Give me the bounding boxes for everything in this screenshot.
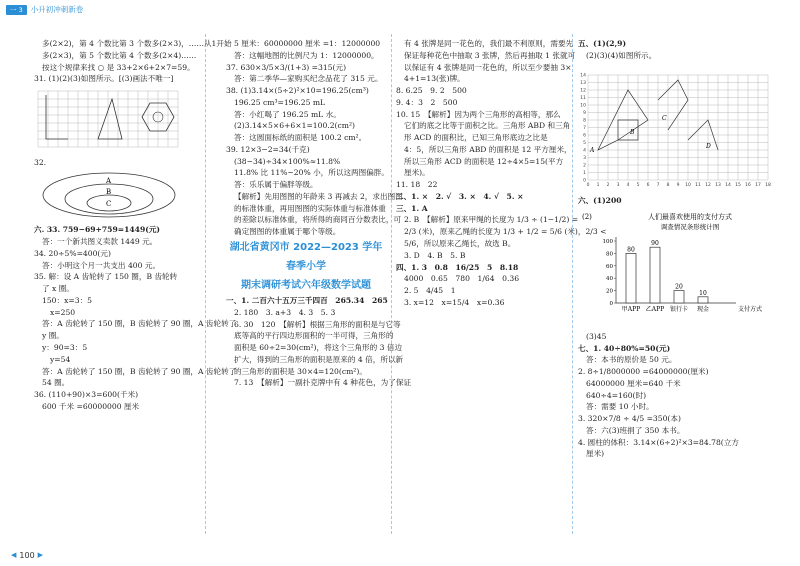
answer-line: 8. 6.25 9. 2 500 xyxy=(396,86,467,96)
chart-title: 人们最喜欢使用的支付方式 xyxy=(648,213,732,222)
answer-line: 它们的底之比等于面积之比。三角形 ABD 和三角 xyxy=(404,121,571,131)
bar xyxy=(698,297,708,303)
y-tick-label: 100 xyxy=(602,239,613,246)
answer-line: 答：六(3)班捐了 350 本书。 xyxy=(586,425,685,435)
bar xyxy=(626,253,636,303)
answer-line: 4：5，所以三角形 ABD 的面积是 12 平方厘米， xyxy=(404,144,572,154)
answer-line: 答：这幅地图的比例尺为 1：12000000。 xyxy=(234,50,379,60)
shape-polyline xyxy=(46,95,68,139)
tick-label: 9 xyxy=(676,182,680,188)
answer-line: 的差除以标准体重，将所得的商同百分数表比，可 xyxy=(234,215,402,225)
tick-label: 2 xyxy=(583,163,586,169)
answer-line: (2)(3)(4)如图所示。 xyxy=(586,50,657,60)
tick-label: 4 xyxy=(626,182,630,188)
answer-line: 9. 4：3 2 500 xyxy=(396,97,458,107)
answer-line: (38−34)÷34×100%≈11.8% xyxy=(234,156,341,166)
point-label-c: C xyxy=(662,114,667,122)
answer-line: 39. 12×3−2=34(千克) xyxy=(226,144,310,154)
answer-line: 34. 20÷5%=400(元) xyxy=(34,248,111,258)
y-tick-label: 60 xyxy=(606,263,613,270)
answer-line: 4+1=13(张)牌。 xyxy=(404,74,465,84)
tick-label: 5 xyxy=(583,140,586,146)
answer-line: 了 x 圈。 xyxy=(42,284,74,294)
tick-label: 8 xyxy=(583,118,586,124)
answer-line: 5/6，所以原来乙绳长，故选 B。 xyxy=(404,239,516,249)
tick-label: 12 xyxy=(580,88,586,94)
tick-label: 13 xyxy=(715,182,721,188)
column-divider xyxy=(391,34,392,534)
exam-title-line-2: 期末调研考试六年级数学试题 xyxy=(241,280,371,292)
answer-line: 答：一个新共图义卖款 1449 元。 xyxy=(42,237,158,247)
tick-label: 6 xyxy=(646,182,650,188)
column-1 xyxy=(34,38,237,413)
answer-line: 答：本书的原价是 50 元。 xyxy=(586,355,677,365)
tick-label: 7 xyxy=(656,182,660,188)
answer-line: 2/3 (米)，原来乙绳的长度为 1/3 + 1/2 = 5/6 (米)，2/3 < xyxy=(404,227,607,237)
point-label-b: B xyxy=(630,128,635,136)
tick-label: 16 xyxy=(745,182,751,188)
bar-value-label: 20 xyxy=(675,283,683,291)
answer-line: 形 ACD 的面积比，已知三角形底边之比是 xyxy=(404,133,548,143)
answer-block xyxy=(226,295,412,389)
grid-lines xyxy=(588,75,768,180)
answer-line: 底等高的平行四边形面积的一半可得，三角形的 xyxy=(234,331,394,341)
y-tick-label: 80 xyxy=(606,251,613,258)
answer-line: y：90=3：5 xyxy=(42,343,88,353)
question-32-label: 32. xyxy=(34,157,47,167)
answer-line: 所以三角形 ACD 的面积是 12÷4×5=15(平方 xyxy=(404,156,564,166)
answer-line: 10. 15 【解析】因为两个三角形的高相等，那么 xyxy=(396,109,561,119)
venn-label-b: B xyxy=(106,187,112,196)
answer-line: 3. x=12 x=15/4 x=0.36 xyxy=(404,297,505,307)
answer-block xyxy=(34,224,237,412)
tick-label: 8 xyxy=(666,182,670,188)
chart-subtitle: 调查情况条形统计图 xyxy=(660,223,720,232)
answer-line: 厘米) xyxy=(586,449,605,459)
venn-diagram xyxy=(34,171,184,219)
answer-line: y 圈。 xyxy=(42,331,64,341)
tick-label: 4 xyxy=(583,148,586,154)
answer-line: 3. 320×7/8 ÷ 4/5 =350(本) xyxy=(578,414,681,424)
category-label: 现金 xyxy=(696,306,710,314)
bar-value-label: 10 xyxy=(699,289,707,297)
answer-line: 150：x=3：5 xyxy=(42,295,92,305)
answer-line: 答：A 齿轮转了 150 圈，B 齿轮转了 90 圈，A 齿轮转了 xyxy=(42,366,237,376)
answer-line: 二、1. × 2. √ 3. × 4. √ 5. × xyxy=(396,191,524,201)
answer-line: 答：A 齿轮转了 150 圈，B 齿轮转了 90 圈，A 齿轮转了 xyxy=(42,319,237,329)
answer-line: 厘米)。 xyxy=(404,168,430,178)
answer-line: (3)45 xyxy=(586,331,607,341)
answer-line: 五、(1)(2,9) xyxy=(578,39,627,48)
answer-line: 54 圈。 xyxy=(42,378,70,388)
answer-line: 4. 圆柱的体积：3.14×(6÷2)²×3=84.78(立方 xyxy=(578,437,739,447)
tick-label: 17 xyxy=(755,182,761,188)
series-title: 小升初冲刺新卷 xyxy=(30,5,84,15)
exam-title-line-1: 湖北省黄冈市 2022—2023 学年春季小学 xyxy=(229,242,383,273)
category-label: 银行卡 xyxy=(669,306,689,314)
answer-line: 5 厘米：60000000 厘米 =1：12000000 xyxy=(234,39,381,48)
tick-label: 1 xyxy=(583,170,586,176)
tick-label: 13 xyxy=(580,80,586,86)
answer-line: 面积是 60÷2=30(cm²)，将这个三角形的 3 倍边 xyxy=(234,343,403,353)
answer-line: 11. 18 22 xyxy=(396,180,438,190)
answer-line: 38. (1)3.14×(5÷2)²×10=196.25(cm³) xyxy=(226,86,369,96)
answer-line: 35. 解：设 A 齿轮转了 150 圈，B 齿轮转 xyxy=(34,272,178,282)
page-number: 100 xyxy=(19,550,35,560)
answer-line: 640÷4=160(时) xyxy=(586,390,647,400)
answer-line: 7. 13 【解析】一副扑克牌中有 4 种花色，为了保证 xyxy=(234,378,412,388)
coordinate-grid xyxy=(578,64,778,190)
tick-label: 7 xyxy=(583,125,586,131)
answer-block xyxy=(578,331,783,460)
answer-line: 31. (1)(2)(3)如图所示。[(3)画法不唯一] xyxy=(34,74,174,84)
answer-line: 2. 180 3. a+3 4. 3 5. 3 xyxy=(234,307,336,317)
shape-triangle xyxy=(98,99,122,139)
venn-label-c: C xyxy=(106,199,112,208)
y-tick-label: 0 xyxy=(609,301,613,308)
bar-value-label: 80 xyxy=(627,246,635,254)
answer-line: 多(2×3)，第 5 个数比第 4 个数多(2×4)…… xyxy=(42,50,197,60)
answer-line: 六. 33. 759−69+759=1449(元) xyxy=(34,225,161,235)
answer-line: 【解析】先用图图的年龄来 3 再减去 2，求出图图 xyxy=(234,191,403,201)
answer-line: 多(2×2)，第 4 个数比第 3 个数多(2×3)，……从1开始 xyxy=(42,39,232,48)
answer-line: 以保证有 4 张牌是同一花色的，所以至少要抽 3× xyxy=(404,62,572,72)
tick-label: 10 xyxy=(580,103,586,109)
chart-marks xyxy=(603,237,763,313)
answer-line: 11.8% 比 11%~20% 小，所以这两图偏胖。 xyxy=(234,168,390,178)
answer-line: 六、(1)200 xyxy=(578,196,622,206)
answer-line: 196.25 cm³=196.25 mL xyxy=(234,97,326,107)
y-tick-label: 20 xyxy=(606,288,613,295)
y-tick-label: 40 xyxy=(606,276,613,283)
answer-line: 有 4 张牌是同一花色的，我们最不利原则，需要先 xyxy=(404,39,574,48)
tick-label: 14 xyxy=(725,182,731,188)
column-divider xyxy=(205,34,206,534)
tick-label: 1 xyxy=(596,182,600,188)
answer-line: 64000000 厘米=640 千米 xyxy=(586,378,681,388)
answer-line: 2. B 【解析】原来甲绳的长度为 1/3 ÷ (1−1/2) = xyxy=(404,215,579,225)
answer-line: 确定图图的体重属于哪个等级。 xyxy=(234,227,341,237)
answer-line: 答：第二季华—家购买纪念品花了 315 元。 xyxy=(234,74,383,84)
tick-label: 2 xyxy=(606,182,610,188)
chapter-tag: 一 3 xyxy=(6,5,27,15)
tick-label: 14 xyxy=(580,73,586,79)
running-header xyxy=(6,4,83,16)
tick-label: 15 xyxy=(735,182,741,188)
answer-line: 答：小明这个月一共支出 400 元。 xyxy=(42,260,161,270)
bar-chart xyxy=(578,209,778,325)
point-label-a: A xyxy=(590,146,595,154)
tick-label: 5 xyxy=(636,182,640,188)
bar xyxy=(674,291,684,303)
tick-label: 3 xyxy=(616,182,620,188)
x-axis-label: 支付方式 xyxy=(738,306,763,314)
answer-line: (2)3.14×5×6+6×1=100.2(cm²) xyxy=(234,121,355,131)
tick-label: 12 xyxy=(705,182,711,188)
answer-line: 七、1. 40÷80%=50(元) xyxy=(578,343,671,353)
page-footer xyxy=(8,550,46,562)
answer-line: 2. 8÷1/8000000 =64000000(厘米) xyxy=(578,367,709,377)
answer-line: 答：乐乐属于偏胖等级。 xyxy=(234,180,318,190)
answer-line: 的三角形的面积是 30×4=120(cm²)。 xyxy=(234,366,367,376)
column-4 xyxy=(578,38,783,460)
tick-label: 9 xyxy=(583,110,586,116)
answer-line: 37. 630×3/5×3/(1+3) =315(元) xyxy=(226,62,347,72)
category-label: 乙APP xyxy=(645,306,665,314)
answer-line: 36. (110+90)×3=600(千米) xyxy=(34,390,139,400)
answer-block xyxy=(34,38,232,85)
answer-line: 保证每种花色中抽取 3 张牌，然后再抽取 1 张就可 xyxy=(404,50,576,60)
answer-line: 三、1. A xyxy=(396,203,428,213)
answer-line: 扩大，得到的三角形的面积是原来的 4 倍，所以新 xyxy=(234,354,404,364)
tick-label: 6 xyxy=(583,133,586,139)
answer-line: 答：小红喝了 196.25 mL 水。 xyxy=(234,109,341,119)
tick-label: 18 xyxy=(765,182,771,188)
tick-label: 11 xyxy=(580,95,586,101)
venn-label-a: A xyxy=(106,176,112,185)
answer-block xyxy=(226,38,403,238)
bar xyxy=(650,247,660,303)
bar-value-label: 90 xyxy=(651,240,659,248)
answer-line: 3. D 4. B 5. B xyxy=(404,250,466,260)
answer-line: 答：这圆面标纸的面积是 100.2 cm²。 xyxy=(234,133,367,143)
answer-line: y=54 xyxy=(50,354,71,364)
tick-label: 0 xyxy=(586,182,590,188)
answer-line: 四、1. 3 0.8 16/25 5 8.18 xyxy=(396,262,519,272)
prev-page-icon[interactable]: ◀ xyxy=(11,551,17,560)
tick-label: 11 xyxy=(695,182,701,188)
column-divider xyxy=(572,34,573,534)
tick-label: 3 xyxy=(583,155,586,161)
answer-line: 600 千米 =60000000 厘米 xyxy=(42,401,140,411)
answer-line: x=250 xyxy=(50,307,76,317)
chart-prefix: (2) xyxy=(582,213,592,222)
next-page-icon[interactable]: ▶ xyxy=(37,551,44,560)
answer-line: 按这个规律来找 ○ 是 33+2×6+2×7=59。 xyxy=(42,62,195,72)
answer-line: 的标准体重，再用图图的实际体重与标准体重 xyxy=(234,203,386,213)
point-label-d: D xyxy=(706,142,711,150)
category-label: 甲APP xyxy=(621,306,641,314)
grid-figure-31 xyxy=(34,87,184,151)
answer-line: 答：需要 10 小时。 xyxy=(586,402,654,412)
answer-line: 4000 0.65 780 1/64 0.36 xyxy=(404,274,520,284)
tick-label: 10 xyxy=(685,182,691,188)
answer-line: 一、1. 二百六十五万三千四百 265.34 265 xyxy=(226,296,388,306)
answer-line: 6. 30 120 【解析】根据三角形的面积是与它等 xyxy=(234,319,401,329)
tick-label: 0 xyxy=(583,178,586,184)
answer-line: 2. 5 4/45 1 xyxy=(404,286,456,296)
